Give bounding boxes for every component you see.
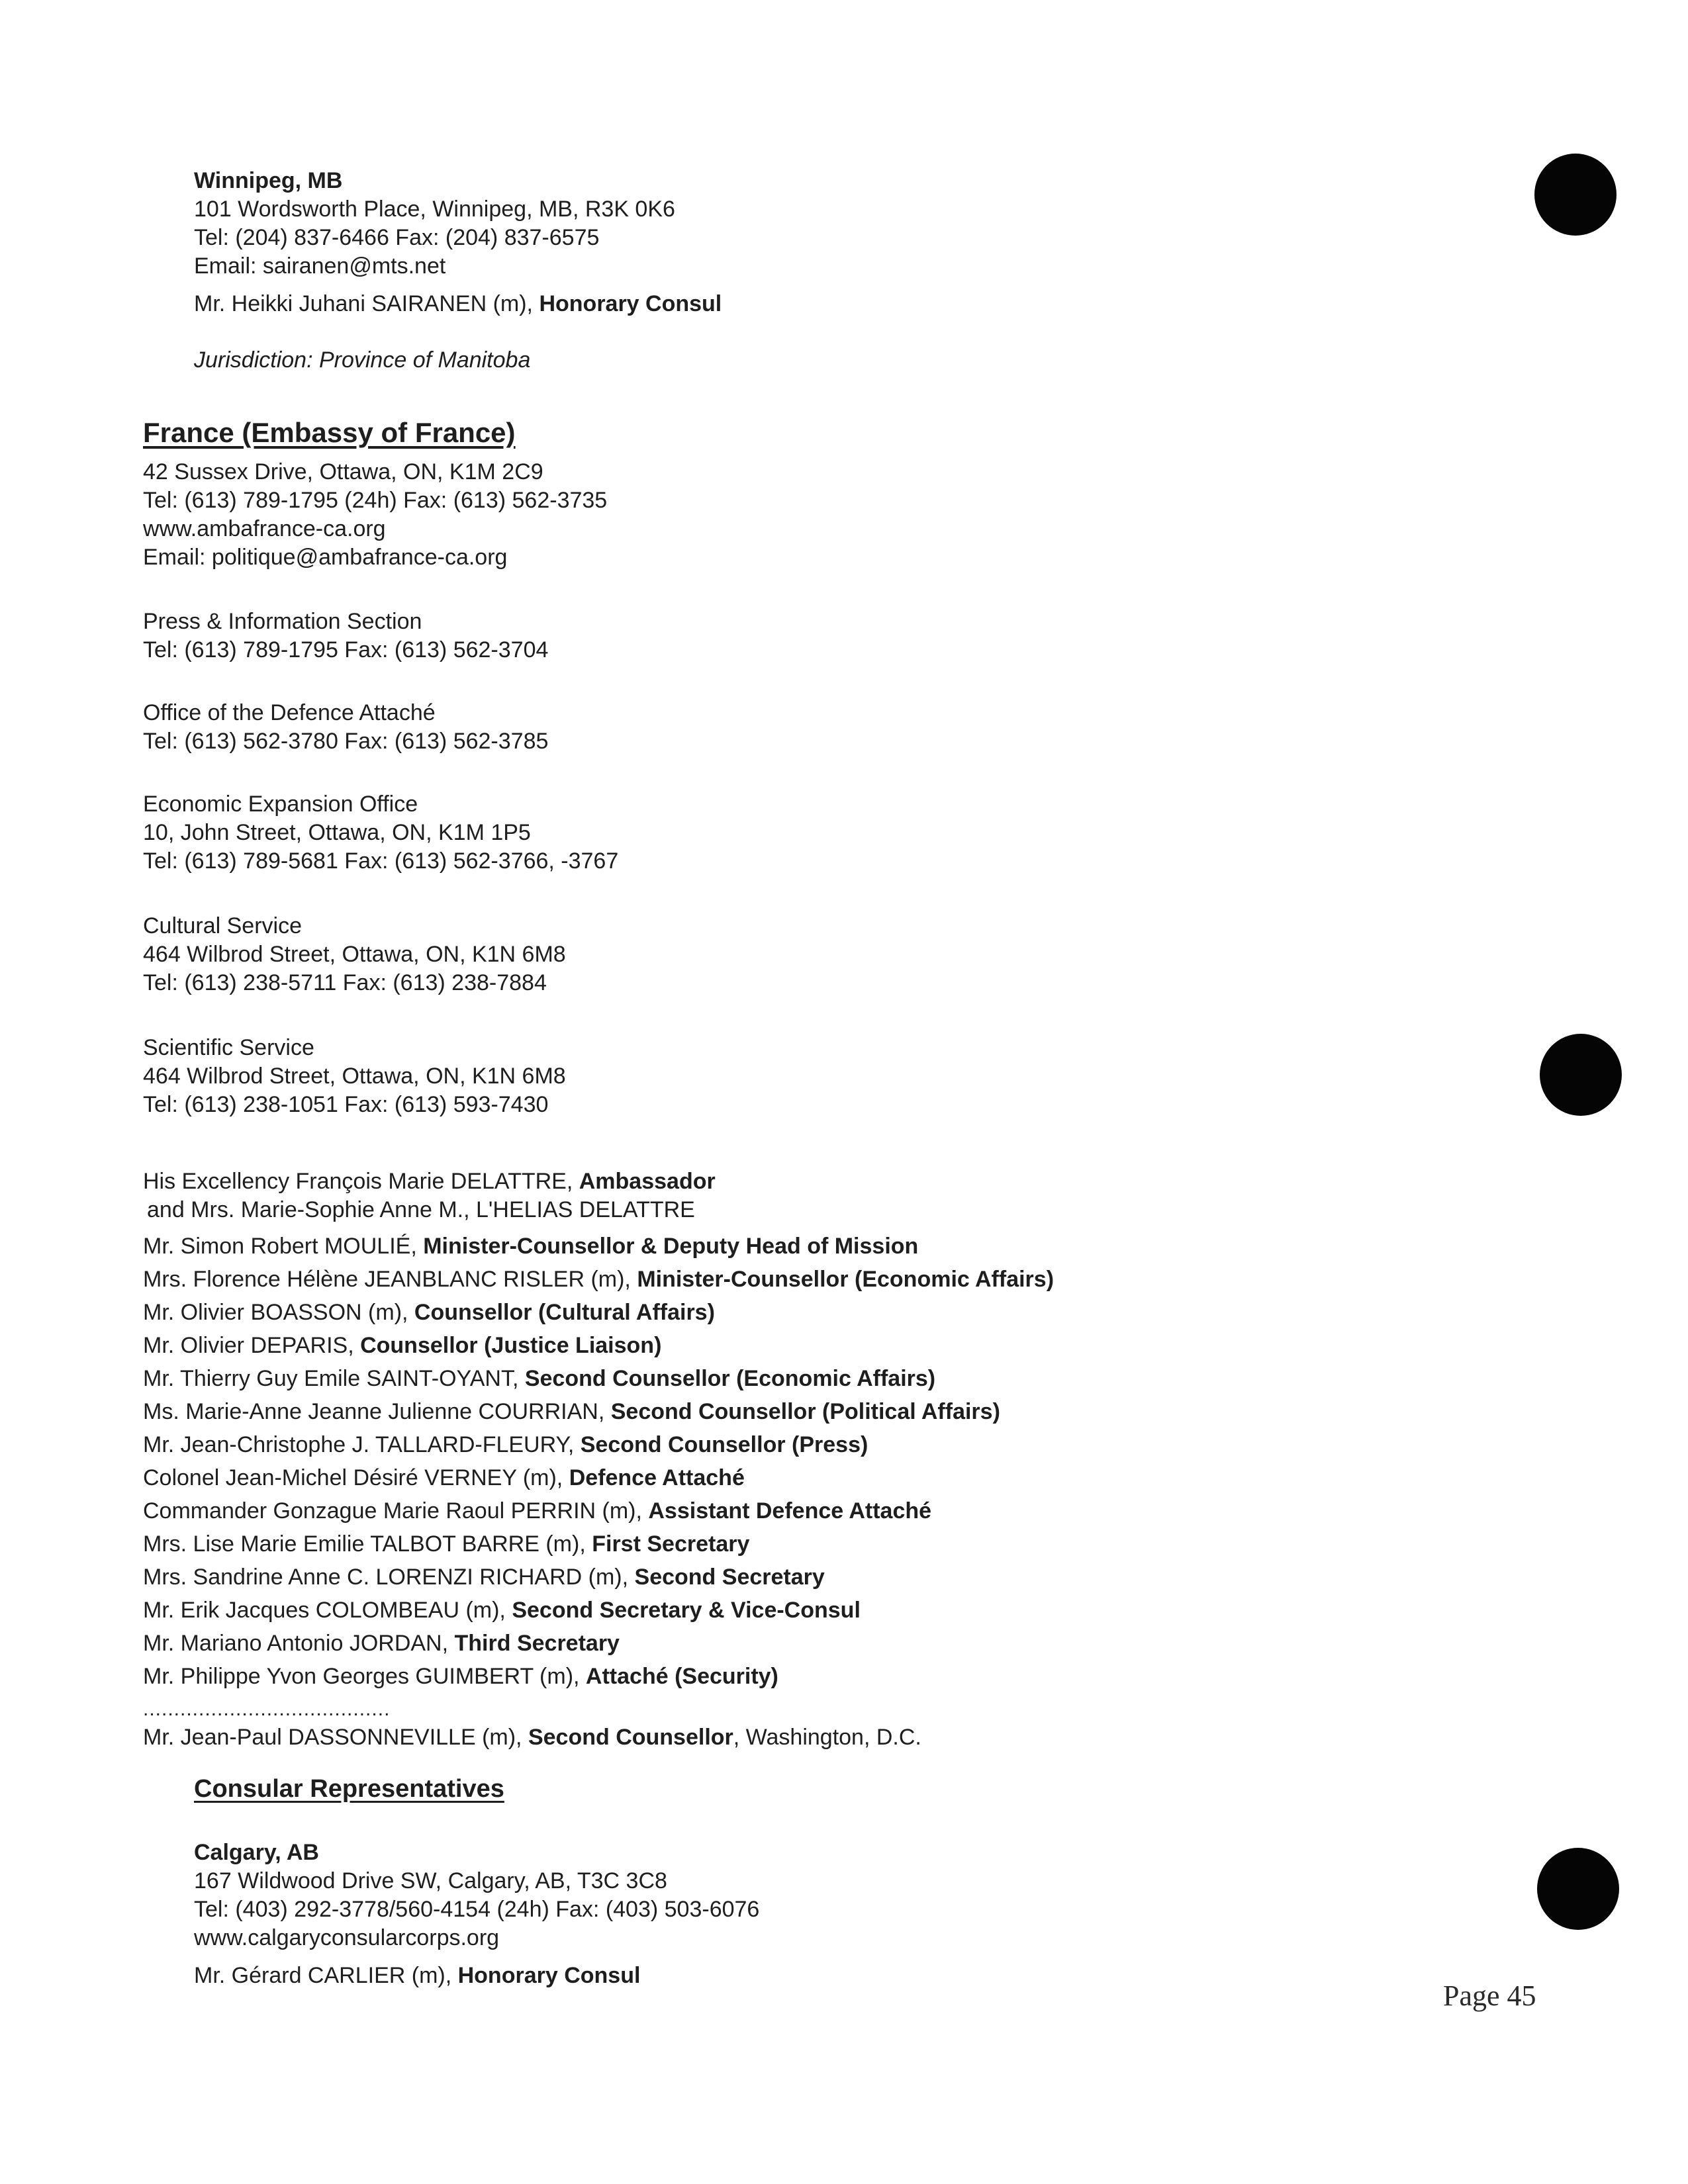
section-name: Scientific Service	[143, 1035, 314, 1060]
section-line: 10, John Street, Ottawa, ON, K1M 1P5	[143, 820, 531, 845]
france-section	[143, 1034, 566, 1119]
france-embassy-contact	[143, 458, 607, 572]
separator-dots: ........................................	[143, 1698, 391, 1720]
staff-row	[143, 1561, 1054, 1594]
winnipeg-phone: Tel: (204) 837-6466 Fax: (204) 837-6575	[194, 225, 600, 250]
calgary-address: 167 Wildwood Drive SW, Calgary, AB, T3C 3C8	[194, 1868, 667, 1893]
section-line: Tel: (613) 238-1051 Fax: (613) 593-7430	[143, 1092, 549, 1117]
staff-row	[143, 1230, 1054, 1263]
staff-name: Mr. Jean-Christophe J. TALLARD-FLEURY,	[143, 1432, 581, 1457]
calgary-consul	[194, 1962, 759, 1990]
staff-title: Second Counsellor (Political Affairs)	[610, 1399, 1000, 1424]
france-section	[143, 790, 618, 876]
nonresident-line	[143, 1723, 921, 1752]
nonresident-location: , Washington, D.C.	[733, 1725, 921, 1750]
page-number: Page 45	[1443, 1979, 1536, 2012]
france-website: www.ambafrance-ca.org	[143, 516, 386, 541]
staff-name: Mr. Simon Robert MOULIÉ,	[143, 1234, 424, 1259]
staff-title: First Secretary	[592, 1531, 750, 1557]
section-line: Tel: (613) 238-5711 Fax: (613) 238-7884	[143, 970, 547, 995]
staff-name: Mr. Mariano Antonio JORDAN,	[143, 1631, 455, 1656]
ambassador-spouse: and Mrs. Marie-Sophie Anne M., L'HELIAS DELATTRE	[147, 1197, 695, 1222]
section-line: Tel: (613) 562-3780 Fax: (613) 562-3785	[143, 729, 549, 754]
ambassador-name: His Excellency François Marie DELATTRE,	[143, 1169, 579, 1194]
nonresident-title: Second Counsellor	[528, 1725, 733, 1750]
section-line: Tel: (613) 789-5681 Fax: (613) 562-3766, -3767	[143, 848, 619, 874]
staff-row	[143, 1461, 1054, 1494]
staff-row	[143, 1494, 1054, 1527]
staff-row	[143, 1296, 1054, 1329]
staff-name: Mrs. Lise Marie Emilie TALBOT BARRE (m),	[143, 1531, 592, 1557]
staff-row	[143, 1594, 1054, 1627]
staff-row	[143, 1527, 1054, 1561]
france-section	[143, 608, 548, 664]
staff-row	[143, 1263, 1054, 1296]
staff-row	[143, 1428, 1054, 1461]
staff-row	[143, 1395, 1054, 1428]
winnipeg-city: Winnipeg, MB	[194, 168, 343, 193]
staff-name: Colonel Jean-Michel Désiré VERNEY (m),	[143, 1465, 569, 1490]
section-name: Cultural Service	[143, 913, 302, 938]
staff-list	[143, 1230, 1054, 1693]
ambassador-line	[143, 1167, 716, 1196]
staff-title: Minister-Counsellor & Deputy Head of Mission	[423, 1234, 919, 1259]
staff-name: Mr. Erik Jacques COLOMBEAU (m),	[143, 1598, 512, 1623]
staff-title: Second Secretary	[634, 1565, 825, 1590]
staff-name: Mr. Philippe Yvon Georges GUIMBERT (m),	[143, 1664, 586, 1689]
staff-title: Assistant Defence Attaché	[648, 1498, 932, 1524]
staff-title: Minister-Counsellor (Economic Affairs)	[637, 1267, 1055, 1292]
staff-title: Defence Attaché	[569, 1465, 745, 1490]
staff-title: Second Secretary & Vice-Consul	[512, 1598, 861, 1623]
staff-title: Third Secretary	[454, 1631, 620, 1656]
winnipeg-jurisdiction	[194, 346, 722, 375]
ambassador-entry	[143, 1167, 716, 1224]
winnipeg-consul-title: Honorary Consul	[539, 291, 722, 316]
france-heading: France (Embassy of France)	[143, 417, 516, 448]
section-line: 464 Wilbrod Street, Ottawa, ON, K1N 6M8	[143, 942, 566, 967]
winnipeg-consul	[194, 290, 722, 318]
calgary-website: www.calgaryconsularcorps.org	[194, 1925, 500, 1950]
nonresident-name: Mr. Jean-Paul DASSONNEVILLE (m),	[143, 1725, 528, 1750]
punch-hole	[1534, 154, 1617, 236]
punch-hole	[1540, 1034, 1622, 1116]
ambassador-title: Ambassador	[579, 1169, 716, 1194]
winnipeg-jurisdiction-label: Jurisdiction:	[194, 347, 313, 373]
section-name: Press & Information Section	[143, 609, 422, 634]
staff-name: Mr. Olivier BOASSON (m),	[143, 1300, 414, 1325]
staff-row	[143, 1362, 1054, 1395]
section-line: 464 Wilbrod Street, Ottawa, ON, K1N 6M8	[143, 1064, 566, 1089]
staff-name: Ms. Marie-Anne Jeanne Julienne COURRIAN,	[143, 1399, 611, 1424]
france-section	[143, 912, 566, 997]
staff-row	[143, 1329, 1054, 1362]
winnipeg-consul-name: Mr. Heikki Juhani SAIRANEN (m),	[194, 291, 539, 316]
france-address: 42 Sussex Drive, Ottawa, ON, K1M 2C9	[143, 459, 543, 484]
staff-title: Attaché (Security)	[585, 1664, 778, 1689]
staff-name: Mr. Thierry Guy Emile SAINT-OYANT,	[143, 1366, 525, 1391]
calgary-entry	[194, 1839, 759, 1990]
nonresident-entry	[143, 1723, 921, 1752]
section-name: Economic Expansion Office	[143, 792, 418, 817]
calgary-consul-title: Honorary Consul	[457, 1963, 641, 1988]
winnipeg-email: Email: sairanen@mts.net	[194, 253, 446, 279]
staff-title: Counsellor (Justice Liaison)	[360, 1333, 662, 1358]
calgary-city: Calgary, AB	[194, 1840, 319, 1865]
section-line: Tel: (613) 789-1795 Fax: (613) 562-3704	[143, 637, 549, 662]
winnipeg-address: 101 Wordsworth Place, Winnipeg, MB, R3K 0K6	[194, 197, 675, 222]
staff-title: Second Counsellor (Economic Affairs)	[524, 1366, 936, 1391]
winnipeg-entry	[194, 167, 722, 375]
calgary-phone: Tel: (403) 292-3778/560-4154 (24h) Fax: (403) 503-6076	[194, 1897, 760, 1922]
consular-heading: Consular Representatives	[194, 1775, 504, 1803]
calgary-consul-name: Mr. Gérard CARLIER (m),	[194, 1963, 458, 1988]
france-section	[143, 699, 548, 756]
staff-row	[143, 1660, 1054, 1693]
france-email: Email: politique@ambafrance-ca.org	[143, 545, 508, 570]
winnipeg-jurisdiction-value: Province of Manitoba	[312, 347, 531, 373]
staff-name: Mrs. Florence Hélène JEANBLANC RISLER (m),	[143, 1267, 637, 1292]
staff-name: Commander Gonzague Marie Raoul PERRIN (m),	[143, 1498, 649, 1524]
staff-title: Second Counsellor (Press)	[580, 1432, 868, 1457]
section-name: Office of the Defence Attaché	[143, 700, 436, 725]
staff-name: Mr. Olivier DEPARIS,	[143, 1333, 361, 1358]
staff-name: Mrs. Sandrine Anne C. LORENZI RICHARD (m),	[143, 1565, 635, 1590]
france-phone: Tel: (613) 789-1795 (24h) Fax: (613) 562-3735	[143, 488, 608, 513]
staff-row	[143, 1627, 1054, 1660]
punch-hole	[1537, 1848, 1619, 1930]
staff-title: Counsellor (Cultural Affairs)	[414, 1300, 715, 1325]
